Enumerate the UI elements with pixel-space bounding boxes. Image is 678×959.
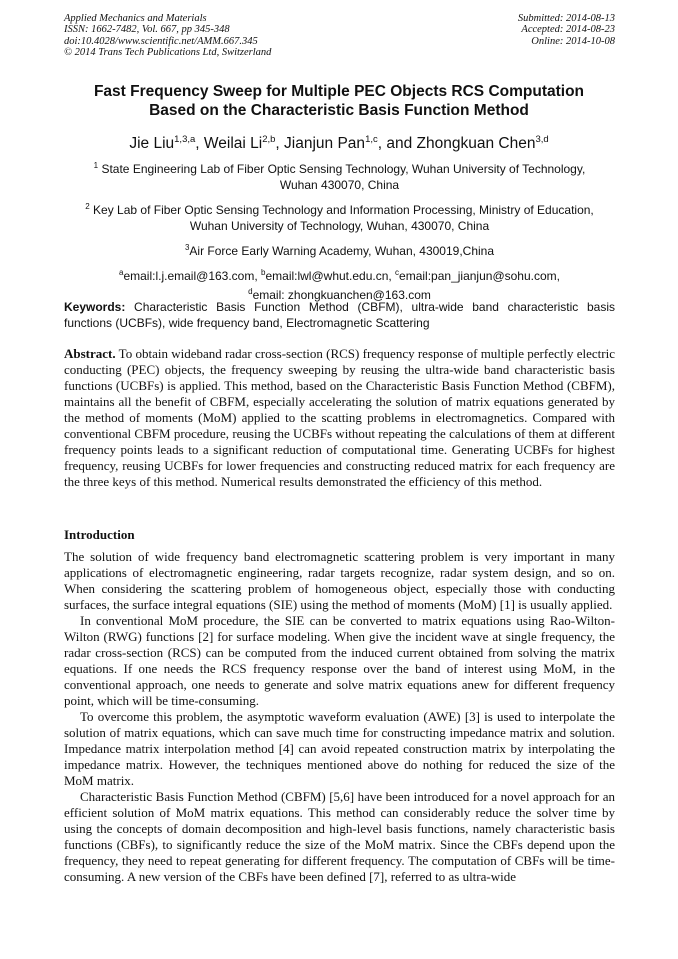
author-separator: ,	[275, 135, 285, 153]
author-affil-sup: 1,c	[365, 134, 378, 145]
paper-title	[40, 82, 638, 120]
keywords-text: Characteristic Basis Function Method (CBFM), ultra-wide band characteristic basis functions (UCBFs), wide frequency band, Electromagnetic Scattering	[64, 300, 615, 330]
author-affil-sup: 1,3,a	[174, 134, 196, 145]
abstract-text: To obtain wideband radar cross-section (RCS) frequency response of multiple perfectly electric conducting (PEC) objects, the frequency sweeping by reusing the ultra-wide band characteristic basis functions (UCBFs) is applied. This method, based on the Characteristic Basis Function Method (CBFM), maintains all the benefit of CBFM, especially accelerating the solution of matrix equations generated by the method of moments (MoM) applied to the scatting problems in electromagnetics. Compared with conventional CBFM procedure, reusing the UCBFs without repeating the calculations of them at different frequency points leads to a significant reduction of computational time. Generating UCBFs for highest frequency, reusing UCBFs for lower frequencies and constructing reduced matrix for each frequency are the three keys of this method. Numerical results demonstrated the efficiency of this method.	[64, 346, 615, 489]
affiliations	[64, 158, 615, 310]
body-paragraph: The solution of wide frequency band electromagnetic scattering problem is very important in many applications of electromagnetic engineering, radar targets recognize, radar system design, and so on. When considering the scattering problem of homogeneous object, especially those with conducting surfaces, the surface integral equations (SIE) using the method of moments (MoM) [1] is usually applied.	[64, 549, 615, 612]
title-line-1: Fast Frequency Sweep for Multiple PEC Objects RCS Computation	[93, 83, 585, 100]
body-paragraph: To overcome this problem, the asymptotic waveform evaluation (AWE) [3] is used to interpolate the solution of matrix equations, which can save much time for constructing impedance matrix and solution. Impedance matrix interpolation method [4] can avoid repeated construction matrix by interpolating the impedance matrix. However, the techniques mentioned above do nothing for reduced the size of the MoM matrix.	[64, 709, 615, 788]
author-name: Zhongkuan Chen	[416, 135, 536, 153]
email-c: email:pan_jianjun@sohu.com,	[399, 268, 560, 283]
author-affil-sup: 3,d	[535, 134, 549, 145]
author-separator: ,	[195, 135, 204, 153]
author-affil-sup: 2,b	[262, 134, 276, 145]
abstract	[64, 346, 615, 490]
email-sup: b	[261, 267, 266, 277]
email-b: email:lwl@whut.edu.cn,	[265, 268, 396, 283]
email-sup: a	[119, 267, 124, 277]
email-a: email:l.j.email@163.com,	[123, 268, 262, 283]
author-name: Jianjun Pan	[284, 135, 366, 153]
journal-name: Applied Mechanics and Materials	[64, 13, 207, 24]
affiliation-text: Wuhan University of Technology, Wuhan, 430070, China	[189, 218, 490, 233]
affiliation-text: Key Lab of Fiber Optic Sensing Technology and Information Processing, Ministry of Education,	[89, 203, 594, 217]
affiliation-sup: 1	[93, 161, 99, 170]
keywords-label: Keywords:	[64, 300, 126, 314]
header-left	[64, 13, 271, 58]
affiliation-sup: 3	[184, 243, 190, 252]
title-line-2: Based on the Characteristic Basis Function Method	[149, 102, 529, 119]
section-heading-introduction: Introduction	[64, 527, 135, 542]
keywords	[64, 300, 615, 331]
affiliation-text: Air Force Early Warning Academy, Wuhan, 430019,China	[189, 244, 495, 258]
affiliation-text: State Engineering Lab of Fiber Optic Sensing Technology, Wuhan University of Technology,	[98, 162, 586, 176]
affiliation-1	[64, 158, 615, 193]
affiliation-text: Wuhan 430070, China	[279, 177, 400, 192]
issn-line: ISSN: 1662-7482, Vol. 667, pp 345-348	[64, 24, 230, 36]
author-name: Weilai Li	[203, 135, 263, 153]
author-list	[40, 131, 638, 153]
header-right	[518, 13, 615, 47]
affiliation-3	[64, 240, 615, 260]
email-sup: c	[395, 267, 400, 277]
doi-line: doi:10.4028/www.scientific.net/AMM.667.345	[64, 35, 258, 47]
copyright-line: © 2014 Trans Tech Publications Ltd, Switzerland	[64, 46, 272, 58]
email-sup: d	[248, 287, 253, 296]
abstract-label: Abstract.	[64, 346, 116, 361]
submitted-date: Submitted: 2014-08-13	[517, 13, 615, 24]
email-list	[64, 265, 615, 304]
author-separator: , and	[377, 135, 417, 153]
email-d: email: zhongkuanchen@163.com	[252, 288, 431, 302]
affiliation-2	[64, 199, 615, 234]
online-date: Online: 2014-10-08	[531, 35, 615, 47]
accepted-date: Accepted: 2014-08-23	[521, 24, 615, 36]
introduction-body	[64, 549, 615, 885]
body-paragraph: In conventional MoM procedure, the SIE can be converted to matrix equations using Rao-Wilton-Wilton (RWG) functions [2] for surface modeling. When give the incident wave at single frequency, the radar cross-section (RCS) can be computed from the induced current obtained from solving the matrix equations. If one needs the RCS frequency response over the band of interest using MoM, in the conventional approach, one needs to generate and solve matrix equations anew for different frequency point, which will be time-consuming.	[64, 613, 615, 708]
author-name: Jie Liu	[129, 135, 175, 153]
affiliation-sup: 2	[85, 202, 90, 211]
body-paragraph: Characteristic Basis Function Method (CBFM) [5,6] have been introduced for a novel approach for an efficient solution of MoM matrix equations. This method can considerably reduce the solver time by using the concepts of domain decomposition and high-level basis functions, namely characteristic basis functions (CBFs), to significantly reduce the size of the MoM matrix. Since the CBFs depend upon the frequency, they need to repeat generating for different frequency. The computation of CBFs will be time-consuming. A new version of the CBFs have been defined [7], referred to as ultra-wide	[64, 789, 615, 884]
